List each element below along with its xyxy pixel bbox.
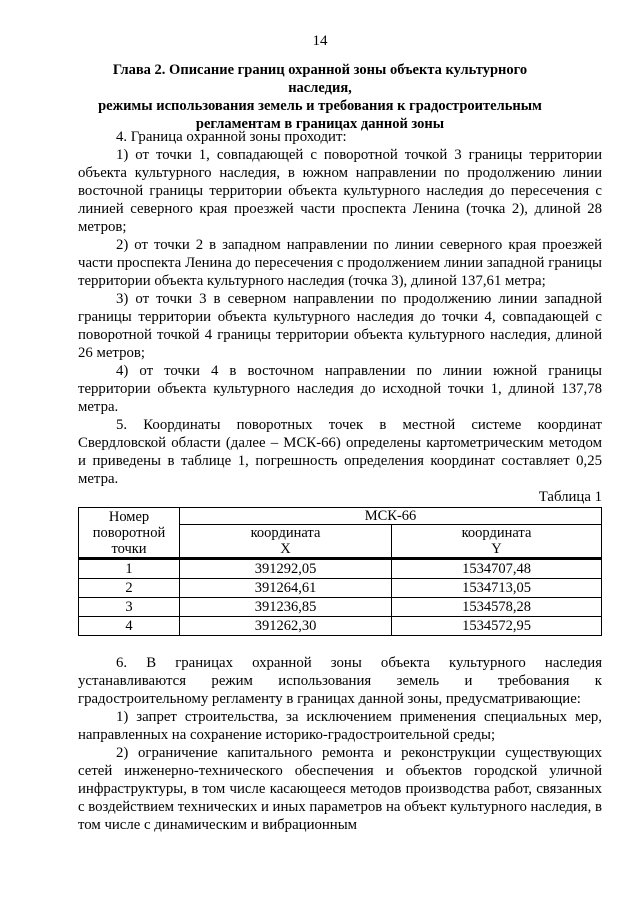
table-row <box>79 617 602 636</box>
table-row <box>79 598 602 617</box>
cell-x: 391262,30 <box>180 617 392 636</box>
cell-point: 4 <box>79 617 180 636</box>
cell-y: 1534707,48 <box>392 560 602 579</box>
paragraph: 3) от точки 3 в северном направлении по продолжению линии западной границы территории объекта культурного наследия до точки 4, совпадающей с поворотной точкой 4 границы территории объекта культурного наследия, длиной 26 метров; <box>78 291 602 361</box>
paragraph: 6. В границах охранной зоны объекта культурного наследия устанавливаются режим использования земель и требования к градостроительному регламенту в границах данной зоны, предусматривающие: <box>78 655 602 707</box>
header-text: Y <box>491 541 502 557</box>
cell-y: 1534578,28 <box>392 598 602 617</box>
cell-x: 391264,61 <box>180 579 392 598</box>
table-caption: Таблица 1 <box>538 489 602 505</box>
cell-point: 2 <box>79 579 180 598</box>
paragraph: 1) от точки 1, совпадающей с поворотной точкой 3 границы территории объекта культурного наследия, в южном направлении по продолжению линии восточной границы территории объекта культурного наследия до пересечения с линией северного края проезжей части проспекта Ленина (точка 2), длиной 28 метров; <box>78 147 602 235</box>
document-body <box>78 128 602 834</box>
cell-x: 391236,85 <box>180 598 392 617</box>
table-row <box>79 560 602 579</box>
cell-point: 3 <box>79 598 180 617</box>
header-text: координата <box>461 525 532 541</box>
paragraph: 1) запрет строительства, за исключением применения специальных мер, направленных на сохранение историко-градостроительной среды; <box>78 709 602 743</box>
header-text: координата <box>250 525 321 541</box>
chapter-title <box>80 61 560 133</box>
table-header-row <box>79 508 602 525</box>
coordinates-table <box>78 507 602 636</box>
header-coordinate-y <box>392 525 602 559</box>
header-coordinate-x <box>180 525 392 559</box>
cell-y: 1534713,05 <box>392 579 602 598</box>
header-coordinate-system: МСК-66 <box>180 508 602 525</box>
page-number: 14 <box>312 33 328 49</box>
table-row <box>79 579 602 598</box>
header-text: поворотной <box>92 524 166 541</box>
chapter-title-line: режимы использования земель и требования к градостроительным <box>98 98 542 114</box>
paragraph: 5. Координаты поворотных точек в местной системе координат Свердловской области (далее – МСК-66) определены картометрическим методом и приведены в таблице 1, погрешность определения координат составляет 0,25 метра. <box>78 417 602 487</box>
spacer <box>78 636 602 654</box>
header-text: Номер <box>108 508 150 525</box>
paragraph: 4. Граница охранной зоны проходит: <box>116 129 347 145</box>
header-text: точки <box>111 540 147 557</box>
paragraph: 2) от точки 2 в западном направлении по линии северного края проезжей части проспекта Ленина до пересечения с продолжением линии западной границы территории объекта культурного наследия (точка 3), длиной 137,61 метра; <box>78 237 602 289</box>
cell-y: 1534572,95 <box>392 617 602 636</box>
header-text: X <box>280 541 291 557</box>
paragraph: 2) ограничение капитального ремонта и реконструкции существующих сетей инженерно-технического обеспечения и объектов городской уличной инфраструктуры, в том числе касающееся методов производства работ, связанных с воздействием технических и иных параметров на объект культурного наследия, в том числе с динамическим и вибрационным <box>78 745 602 833</box>
header-point-number <box>79 508 180 559</box>
cell-point: 1 <box>79 560 180 579</box>
chapter-title-line: регламентам в границах данной зоны <box>195 116 445 132</box>
paragraph: 4) от точки 4 в восточном направлении по линии южной границы территории объекта культурного наследия до исходной точки 1, длиной 137,78 метра. <box>78 363 602 415</box>
cell-x: 391292,05 <box>180 560 392 579</box>
chapter-title-line: Глава 2. Описание границ охранной зоны объекта культурного наследия, <box>112 62 528 96</box>
